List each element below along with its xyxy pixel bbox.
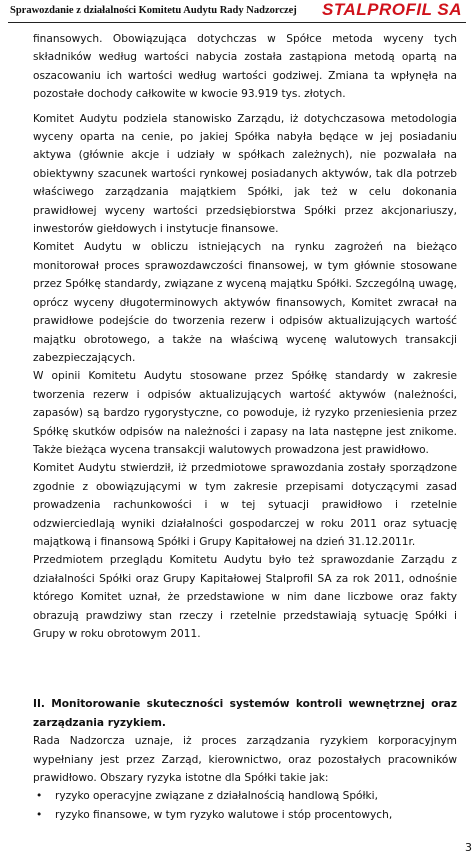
- list-item-text: ryzyko finansowe, w tym ryzyko walutowe i stóp procentowych,: [55, 808, 393, 821]
- list-item-text: ryzyko operacyjne związane z działalnością handlową Spółki,: [55, 790, 378, 803]
- section-intro: Rada Nadzorcza uznaje, iż proces zarządzania ryzykiem korporacyjnym wypełniany jest przez Zarząd, kierownictwo, oraz pozostałych pracowników prawidłowo. Obszary ryzyka istotne dla Spółki takie jak:: [33, 735, 457, 785]
- paragraph: Komitet Audytu w obliczu istniejących na rynku zagrożeń na bieżąco monitorował proces sprawozdawczości finansowej, w tym głównie stosowane przez Spółkę standardy, związane z wyceną majątku Spółki. Szczególną uwagę, oprócz wyceny długoterminowych aktywów finansowych, Komitet zwracał na prawidłowe podejście do tworzenia rezerw i odpisów aktualizujących wartość majątku obrotowego, a także na właściwą wycenę walutowych transakcji zabezpieczających.: [33, 241, 457, 364]
- list-item: [33, 806, 457, 824]
- risk-list: [33, 787, 457, 824]
- paragraph: W opinii Komitetu Audytu stosowane przez Spółkę standardy w zakresie tworzenia rezerw i odpisów aktualizujących wartość aktywów (należności, zapasów) są bardzo rygorystyczne, co powoduje, iż ryzyko przeniesienia przez Spółkę skutków odpisów na należności i zapasy na lata następne jest znikome. Także bieżąca wycena transakcji walutowych prowadzona jest prawidłowo.: [33, 370, 457, 456]
- paragraph: finansowych. Obowiązująca dotychczas w Spółce metoda wyceny tych składników według wartości nabycia została zastąpiona metodą opartą na oszacowaniu ich wartości według wartości godziwej. Zmiana ta wpłynęła na pozostałe dochody całkowite w kwocie 93.919 tys. złotych.: [33, 33, 457, 101]
- header-title: Sprawozdanie z działalności Komitetu Audytu Rady Nadzorczej: [10, 5, 297, 16]
- bullet-icon: •: [36, 790, 43, 803]
- paragraph: Przedmiotem przeglądu Komitetu Audytu było też sprawozdanie Zarządu z działalności Spółki oraz Grupy Kapitałowej Stalprofil SA za rok 2011, odnośnie którego Komitet uznał, że przedstawione w nim dane liczbowe oraz fakty obrazują prawdziwy stan rzeczy i rzetelnie przedstawiają sytuację Spółki i Grupy w roku obrotowym 2011.: [33, 554, 457, 640]
- paragraph: Komitet Audytu podziela stanowisko Zarządu, iż dotychczasowa metodologia wyceny oparta na cenie, po jakiej Spółka nabyła będące w jej posiadaniu aktywa (głównie akcje i udziały w spółkach zależnych), nie pozwalała na obiektywny szacunek wartości rynkowej posiadanych aktywów, tak dla potrzeb właściwego zarządzania majątkiem Spółki, jak też w celu dokonania prawidłowej wyceny wartości przedsiębiorstwa Spółki przez akcjonariuszy, inwestorów giełdowych i instytucje finansowe.: [33, 112, 457, 236]
- page-number: 3: [465, 841, 472, 854]
- section-heading: II. Monitorowanie skuteczności systemów kontroli wewnętrznej oraz zarządzania ryzykiem.: [33, 698, 457, 729]
- document-body: [33, 30, 457, 824]
- page-header: [8, 0, 466, 23]
- company-logo: STALPROFIL SA: [322, 0, 462, 19]
- paragraph: Komitet Audytu stwierdził, iż przedmiotowe sprawozdania zostały sporządzone zgodnie z obowiązującymi w tym zakresie przepisami dotyczącymi zasad prowadzenia rachunkowości i w tej sytuacji prawidłowo i rzetelnie odzwierciedlają wyniki działalności gospodarczej w roku 2011 oraz sytuację majątkową i finansową Spółki i Grupy Kapitałowej na dzień 31.12.2011r.: [33, 462, 457, 548]
- section-spacer: [33, 643, 457, 695]
- list-item: [33, 787, 457, 805]
- bullet-icon: •: [36, 808, 43, 821]
